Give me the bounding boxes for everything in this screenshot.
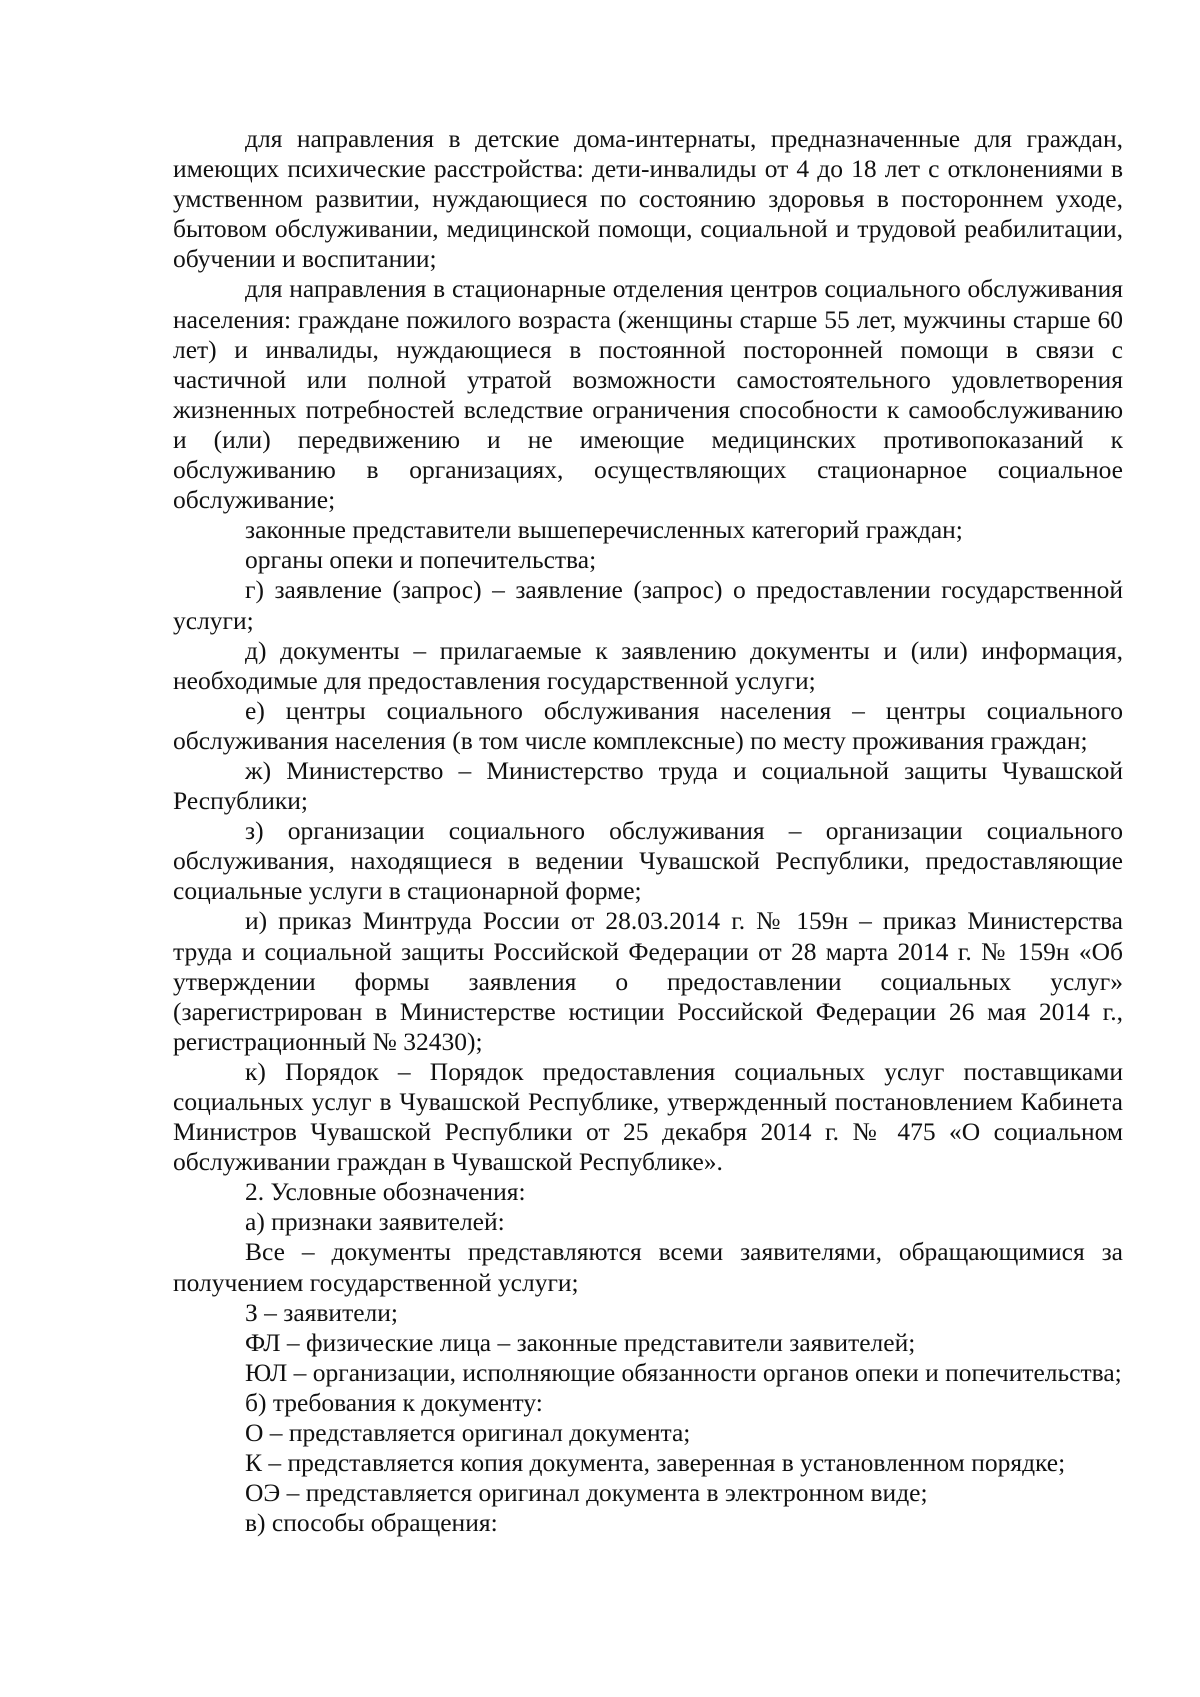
paragraph-application-methods: в) способы обращения: [245, 1508, 498, 1538]
paragraph-children-homes: для направления в детские дома-интернаты, предназначенные для граждан, имеющих психические расстройства: дети-инвалиды от 4 до 18 лет с отклонениями в умственном развитии, нуждающиеся по состоянию здоровья в постороннем уходе, бытовом обслуживании, медицинской помощи, социальной и трудовой реабилитации, обучении и воспитании; [173, 124, 1123, 274]
paragraph-definition-centers: е) центры социального обслуживания населения – центры социального обслуживания населения (в том числе комплексные) по месту проживания граждан; [173, 695, 1123, 755]
paragraph-legal-representatives: законные представители вышеперечисленных категорий граждан; [245, 515, 963, 545]
document-body [173, 124, 1123, 1538]
paragraph-applicants: З – заявители; [245, 1297, 398, 1327]
paragraph-legal-entities: ЮЛ – организации, исполняющие обязанности органов опеки и попечительства; [245, 1357, 1122, 1387]
paragraph-definition-application: г) заявление (запрос) – заявление (запрос) о предоставлении государственной услуги; [173, 575, 1123, 635]
paragraph-stationary-departments: для направления в стационарные отделения центров социального обслуживания населения: граждане пожилого возраста (женщины старше 55 лет, мужчины старше 60 лет) и инвалиды, нуждающиеся в постоянной посторонней помощи в связи с частичной или полной утратой возможности самостоятельного удовлетворения жизненных потребностей вследствие ограничения способности к самообслуживанию и (или) передвижению и не имеющие медицинских противопоказаний к обслуживанию в организациях, осуществляющих стационарное социальное обслуживание; [173, 274, 1123, 515]
paragraph-guardianship-bodies: органы опеки и попечительства; [245, 545, 597, 575]
paragraph-definition-order-159n: и) приказ Минтруда России от 28.03.2014 г. № 159н – приказ Министерства труда и социальной защиты Российской Федерации от 28 марта 2014 г. № 159н «Об утверждении формы заявления о предоставлении социальных услуг» (зарегистрирован в Министерстве юстиции Российской Федерации 26 мая 2014 г., регистрационный № 32430); [173, 906, 1123, 1056]
paragraph-definition-documents: д) документы – прилагаемые к заявлению документы и (или) информация, необходимые для предоставления государственной услуги; [173, 635, 1123, 695]
paragraph-definition-organizations: з) организации социального обслуживания – организации социального обслуживания, находящиеся в ведении Чувашской Республики, предоставляющие социальные услуги в стационарной форме; [173, 816, 1123, 906]
paragraph-copy: К – представляется копия документа, заверенная в установленном порядке; [245, 1448, 1066, 1478]
section-heading-notation: 2. Условные обозначения: [245, 1177, 526, 1207]
paragraph-definition-ministry: ж) Министерство – Министерство труда и социальной защиты Чувашской Республики; [173, 755, 1123, 816]
paragraph-applicant-signs: а) признаки заявителей: [245, 1207, 505, 1237]
paragraph-original: О – представляется оригинал документа; [245, 1418, 691, 1448]
paragraph-definition-procedure: к) Порядок – Порядок предоставления социальных услуг поставщиками социальных услуг в Чувашской Республике, утвержденный постановлением Кабинета Министров Чувашской Республики от 25 декабря 2014 г. № 475 «О социальном обслуживании граждан в Чувашской Республике». [173, 1056, 1123, 1177]
paragraph-electronic-original: ОЭ – представляется оригинал документа в электронном виде; [245, 1478, 928, 1508]
paragraph-all-applicants: Все – документы представляются всеми заявителями, обращающимися за получением государственной услуги; [173, 1237, 1123, 1297]
paragraph-individuals: ФЛ – физические лица – законные представители заявителей; [245, 1327, 916, 1357]
paragraph-document-requirements: б) требования к документу: [245, 1387, 543, 1417]
